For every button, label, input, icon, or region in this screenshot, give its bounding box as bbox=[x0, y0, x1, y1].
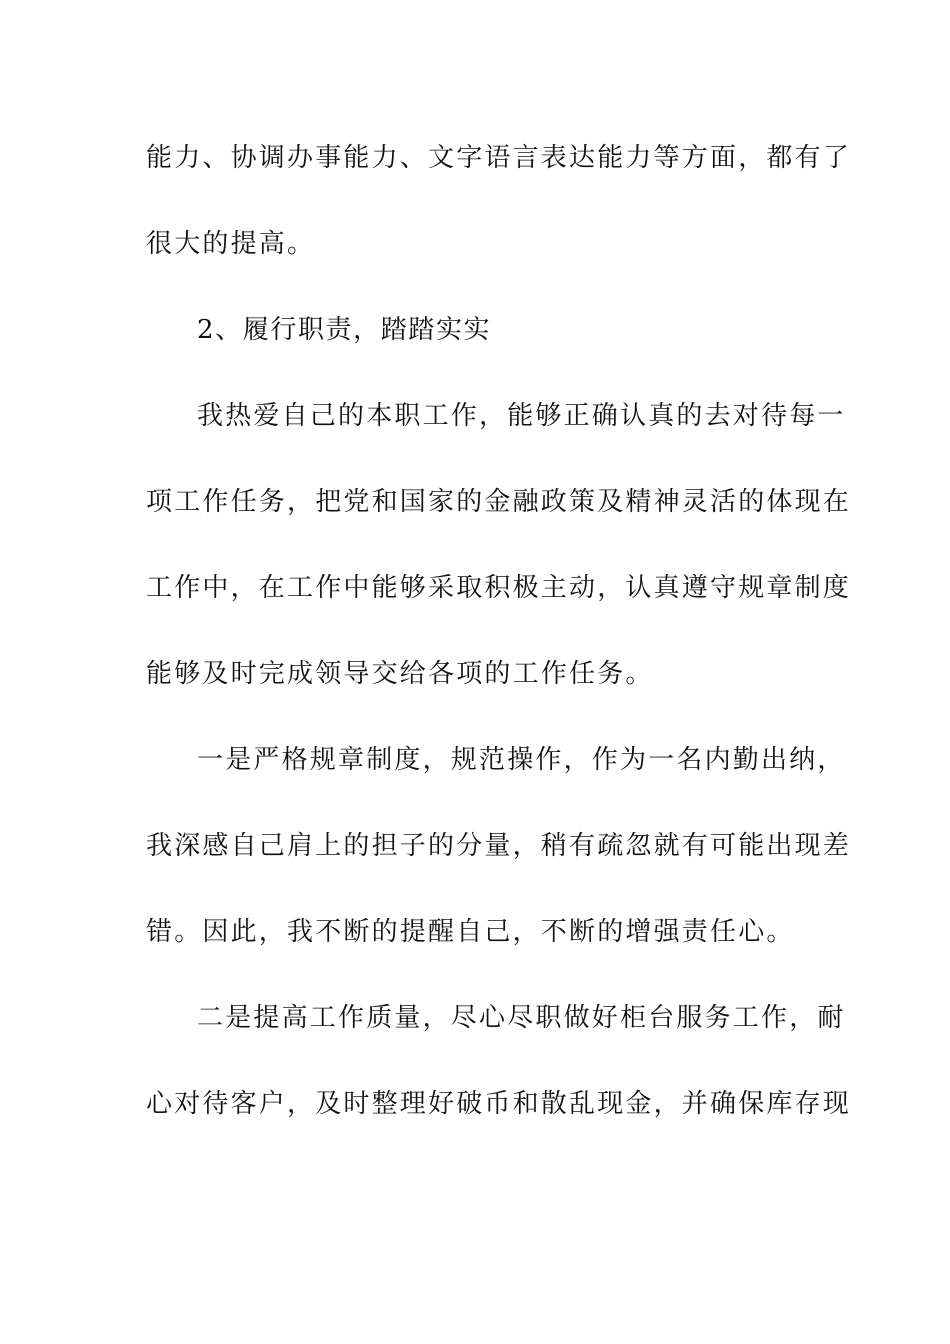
text-line: 我热爱自己的本职工作，能够正确认真的去对待每一 bbox=[197, 401, 846, 431]
text-line: 错。因此，我不断的提醒自己，不断的增强责任心。 bbox=[146, 917, 795, 947]
text-line: 项工作任务，把党和国家的金融政策及精神灵活的体现在 bbox=[146, 487, 852, 517]
text-line: 二是提高工作质量，尽心尽职做好柜台服务工作，耐 bbox=[197, 1003, 846, 1033]
text-line: 我深感自己肩上的担子的分量，稍有疏忽就有可能出现差 bbox=[146, 831, 852, 861]
text-line: 很大的提高。 bbox=[146, 229, 316, 259]
text-line: 能够及时完成领导交给各项的工作任务。 bbox=[146, 659, 654, 689]
section-heading: 2、履行职责，踏踏实实 bbox=[197, 315, 492, 345]
text-line: 一是严格规章制度，规范操作，作为一名内勤出纳， bbox=[197, 745, 846, 775]
text-line: 能力、协调办事能力、文字语言表达能力等方面，都有了 bbox=[146, 143, 852, 173]
text-line: 工作中，在工作中能够采取积极主动，认真遵守规章制度 bbox=[146, 573, 852, 603]
text-line: 心对待客户，及时整理好破币和散乱现金，并确保库存现 bbox=[146, 1089, 852, 1119]
